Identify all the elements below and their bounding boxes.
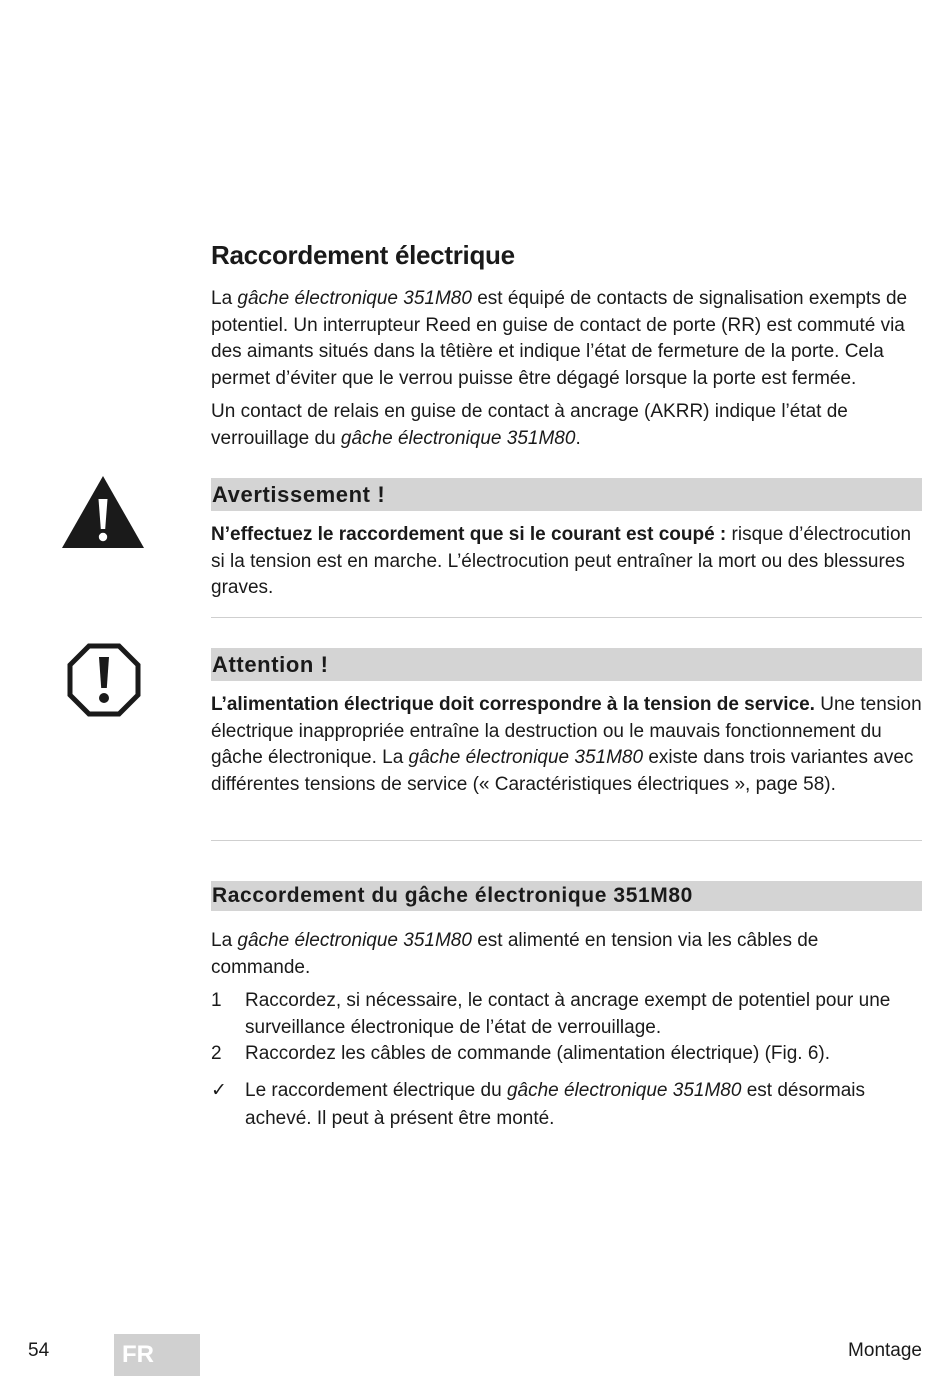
page-heading: Raccordement électrique bbox=[211, 240, 515, 270]
language-badge: FR bbox=[114, 1334, 200, 1376]
divider bbox=[211, 617, 922, 618]
intro-paragraph-1: La gâche électronique 351M80 est équipé de contacts de signalisation exempts de potentiel. Un interrupteur Reed en guise de contact de porte (RR) est commuté via des aimants situés dans la têtière et indique l’état de fermeture de la porte. Cela permet d’éviter que le verrou puisse être dégagé lorsque la porte est fermée. bbox=[211, 288, 908, 389]
footer-section: Montage bbox=[848, 1340, 922, 1361]
list-item bbox=[211, 1041, 922, 1068]
intro-paragraph-2: Un contact de relais en guise de contact à ancrage (AKRR) indique l’état de verrouillage du gâche électronique 351M80. bbox=[211, 401, 848, 449]
connection-title: Raccordement du gâche électronique 351M80 bbox=[211, 881, 922, 911]
step-number: 1 bbox=[211, 990, 222, 1011]
list-item bbox=[211, 988, 922, 1041]
warning-text: N’effectuez le raccordement que si le courant est coupé : risque d’électrocution si la tension est en marche. L’électrocution peut entraîner la mort ou des blessures graves. bbox=[211, 524, 912, 598]
step-text: Raccordez, si nécessaire, le contact à ancrage exempt de potentiel pour une surveillance électronique de l’état de verrouillage. bbox=[245, 990, 891, 1038]
warning-triangle-icon bbox=[61, 475, 145, 554]
intro-block bbox=[211, 286, 922, 452]
step-number: 2 bbox=[211, 1043, 222, 1064]
attention-title: Attention ! bbox=[211, 648, 922, 681]
result-item bbox=[211, 1077, 922, 1133]
attention-text: L’alimentation électrique doit correspondre à la tension de service. Une tension électrique inappropriée entraîne la destruction ou le mauvais fonctionnement du gâche électronique. La gâche électronique 351M80 existe dans trois variantes avec différentes tensions de service (« Caractéristiques électriques », page 58). bbox=[211, 694, 922, 795]
result-text: Le raccordement électrique du gâche électronique 351M80 est désormais achevé. Il peut à présent être monté. bbox=[245, 1079, 865, 1129]
page-number: 54 bbox=[28, 1340, 50, 1361]
connection-paragraph: La gâche électronique 351M80 est alimenté en tension via les câbles de commande. bbox=[211, 930, 819, 978]
checkmark-icon: ✓ bbox=[211, 1079, 227, 1101]
steps-list bbox=[211, 988, 922, 1133]
octagon-exclamation-icon bbox=[67, 643, 141, 722]
divider bbox=[211, 840, 922, 841]
warning-title: Avertissement ! bbox=[211, 478, 922, 511]
step-text: Raccordez les câbles de commande (alimentation électrique) (Fig. 6). bbox=[245, 1043, 831, 1064]
